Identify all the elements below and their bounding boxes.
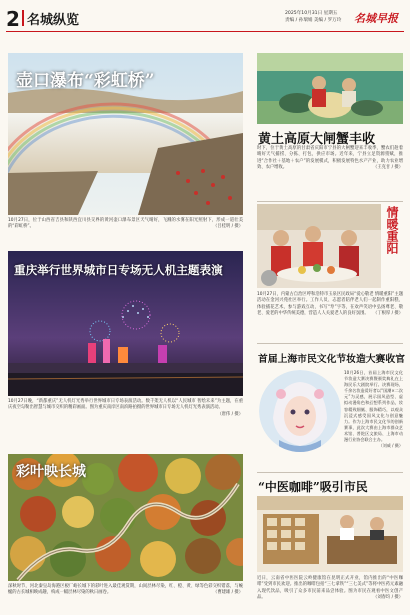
story-3-byline: （曹建雄 / 摄） — [213, 590, 243, 596]
masthead-logo: 名城早报 — [354, 12, 398, 25]
crab-harvest-photo — [257, 53, 403, 124]
story-6-body — [344, 370, 403, 470]
makeup-contest-illustration — [259, 370, 341, 452]
divider-5-6 — [257, 343, 403, 344]
crab-harvest-illustration — [257, 53, 403, 124]
story-2-byline: （唐伟 / 摄） — [217, 411, 243, 417]
section-title: 名城纵览 — [27, 13, 80, 28]
story-3-caption-text: 深秋时节，河北秦皇岛海港区板厂峪长城下的彩叶进入最佳观赏期，山间层林尽染，红、橙、黄、绿等色彩交织错落，与蜿蜒的古长城相映成趣，构成一幅层林尽染的秋日画卷。 — [8, 584, 243, 596]
story-4-headline: 黄土高原大闸蟹丰收 — [258, 132, 376, 147]
story-3-caption — [8, 584, 243, 606]
story-4-body — [257, 146, 403, 198]
double-ninth-illustration — [257, 204, 381, 288]
story-1-headline: 壶口瀑布“彩虹桥” — [16, 71, 155, 91]
page-number: 2 — [6, 7, 20, 31]
story-7-body-text: 近日，云南省中医医院云岭健康馆在昆明正式开业，馆内推出的“中医咖啡”受到市民欢迎。推出的咖啡包括“三七拿铁”“三七美式”等将中医药元素融入现代饮品，吸引了众多市民前来品尝体验。图为市民在观看中医文创产品。 — [257, 576, 403, 601]
story-6-body-text: 10月26日，首届上海市民文化节妆造大赛决赛暨颁奖典礼在上海民乐大剧院举行。决赛现场，千余名妆造爱好者以“国潮×二次元”为灵感，展示国风造型、虚拟动漫角色和幻想系列作品，妆容精致细腻、服饰精巧，以观众沉浸式感受国风文化与创意魅力。作为上海市民文化节的创新赛事，此次大赛由上海市群众艺术馆、普陀区文旅局、上海市动漫行业协会联合主办。 — [344, 370, 403, 443]
issue-meta — [285, 11, 341, 24]
header-rule — [6, 31, 404, 32]
story-1-caption — [8, 218, 243, 245]
story-5-headline: 情暖重阳 — [385, 206, 399, 254]
double-ninth-photo — [257, 204, 381, 288]
tcm-coffee-photo — [257, 496, 403, 572]
story-7-body — [257, 576, 403, 610]
story-7-byline: （刘春均 / 摄） — [373, 595, 403, 601]
issue-editors: 责编 / 孙瑞娟 美编 / 罗万玲 — [285, 17, 342, 23]
story-2-caption — [8, 399, 243, 439]
tcm-coffee-illustration — [257, 496, 403, 572]
story-7-headline: “中医咖啡”吸引市民 — [258, 480, 368, 494]
story-5-body — [257, 292, 403, 340]
divider-4-5 — [257, 201, 403, 202]
story-2-caption-text: 10月27日晚，“新都重庆”无人机灯光秀举行世界城市日专场表演活动。数千架无人机以“人民城市 智绘未来”为主题，在重庆夜空勾勒出智慧与城市交织的精彩画面。图为重庆南岸区南滨路拍摄的世界城市日专场无人机灯光秀表演活动。 — [8, 399, 243, 411]
story-1-byline: （吕桂明 / 摄） — [213, 224, 243, 230]
story-5-body-text: 10月27日，内蒙古自治区呼和浩特市玉泉区民政局“爱心敬老 情暖重阳”主题活动在金河兴苑社区举行。工作人员、志愿者陪伴老人们一起制作重阳糕、体验插花艺术，参与游戏互动，书写“寿”字等，在欢声笑语中弘扬尊老、敬老、爱老的中华传统美德，营造人人关爱老人的良好氛围。 — [257, 292, 403, 317]
makeup-contest-photo — [259, 370, 341, 452]
story-6-byline: （刘威 / 摄） — [378, 443, 403, 449]
story-3-headline: 彩叶映长城 — [16, 464, 86, 480]
issue-date: 2025年10月31日 星期五 — [285, 11, 338, 16]
story-5-byline: （丁根厚 / 摄） — [373, 311, 403, 317]
story-4-byline: （王克甘 / 摄） — [373, 165, 403, 171]
story-4-body-text: 时下，位于黄土高原的甘肃省庆阳市宁县的大闸蟹迎来丰收季，蟹农们趁着晴好天气捕捞、分拣、打包，供应市场。近年来，宁县立足资源禀赋，推进“合作社＋基地＋农户”的发展模式，积极发展特色水产产业，助力农业增效、农户增收。 — [257, 146, 403, 171]
story-6-headline: 首届上海市民文化节妆造大赛收官 — [258, 354, 405, 365]
header-divider — [22, 10, 24, 26]
divider-6-7 — [257, 472, 403, 473]
story-2-headline: 重庆举行世界城市日专场无人机主题表演 — [14, 263, 223, 277]
story-1-caption-text: 10月27日，位于山西省吉县和陕西宜川县交界的黄河壶口瀑布景区天气晴好，飞溅的水雾在阳光照射下，形成一道壮美的“彩虹桥”。 — [8, 218, 243, 230]
